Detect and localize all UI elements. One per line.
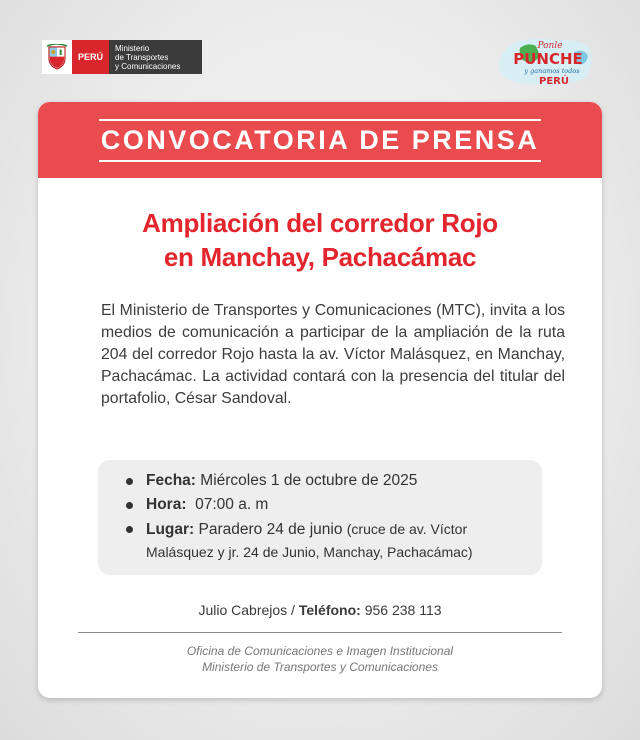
contact-line <box>38 602 602 618</box>
footer-line-2: Ministerio de Transportes y Comunicaciones <box>202 660 438 674</box>
ministry-logo <box>42 40 202 74</box>
event-details <box>98 460 542 575</box>
footer-line-1: Oficina de Comunicaciones e Imagen Institucional <box>186 644 454 658</box>
press-release-card <box>38 102 602 698</box>
peru-label: PERÚ <box>72 40 109 74</box>
lugar-detail-2: Malásquez y jr. 24 de Junio, Manchay, Pachacámac) <box>146 544 473 560</box>
divider <box>78 632 562 633</box>
bullet-icon <box>126 478 133 485</box>
headline-line-2: en Manchay, Pachacámac <box>163 242 477 272</box>
svg-text:y ganamos todos: y ganamos todos <box>524 67 580 75</box>
lugar-label: Lugar: <box>146 521 195 538</box>
hora-value: 07:00 a. m <box>195 496 269 513</box>
bullet-icon <box>126 526 133 533</box>
detail-fecha <box>146 470 542 492</box>
detail-lugar <box>146 518 542 564</box>
fecha-value: Miércoles 1 de octubre de 2025 <box>200 472 418 489</box>
bullet-icon <box>126 502 133 509</box>
contact-name: Julio Cabrejos / <box>198 602 295 618</box>
svg-text:Ponle: Ponle <box>537 41 563 51</box>
hora-label: Hora: <box>146 496 187 513</box>
footer <box>38 643 602 675</box>
ministry-line-1: Ministerio <box>115 43 150 53</box>
ministry-line-3: y Comunicaciones <box>115 61 181 71</box>
body-paragraph: El Ministerio de Transportes y Comunicaciones (MTC), invita a los medios de comunicación a participar de la ampliación de la ruta 204 del corredor Rojo hasta la av. Víctor Malásquez, en Manchay, Pachacámac. La actividad contará con la presencia del titular del portafolio, César Sandoval. <box>101 302 565 407</box>
svg-text:PERÚ: PERÚ <box>539 76 569 87</box>
ministry-name <box>109 40 202 74</box>
peru-coat-of-arms-icon <box>42 40 72 74</box>
contact-phone-label: Teléfono: <box>298 602 361 618</box>
lugar-value: Paradero 24 de junio <box>198 521 343 538</box>
headline-line-1: Ampliación del corredor Rojo <box>142 208 498 238</box>
banner <box>38 102 602 178</box>
ministry-line-2: de Transportes <box>115 52 169 62</box>
ponle-punche-logo <box>490 34 598 92</box>
banner-title: CONVOCATORIA DE PRENSA <box>99 119 542 162</box>
headline <box>78 206 562 274</box>
lugar-detail-1: (cruce de av. Víctor <box>346 521 468 537</box>
fecha-label: Fecha: <box>146 472 196 489</box>
detail-hora <box>146 494 542 516</box>
svg-text:PUNCHE: PUNCHE <box>513 50 583 68</box>
contact-phone: 956 238 113 <box>364 602 442 618</box>
